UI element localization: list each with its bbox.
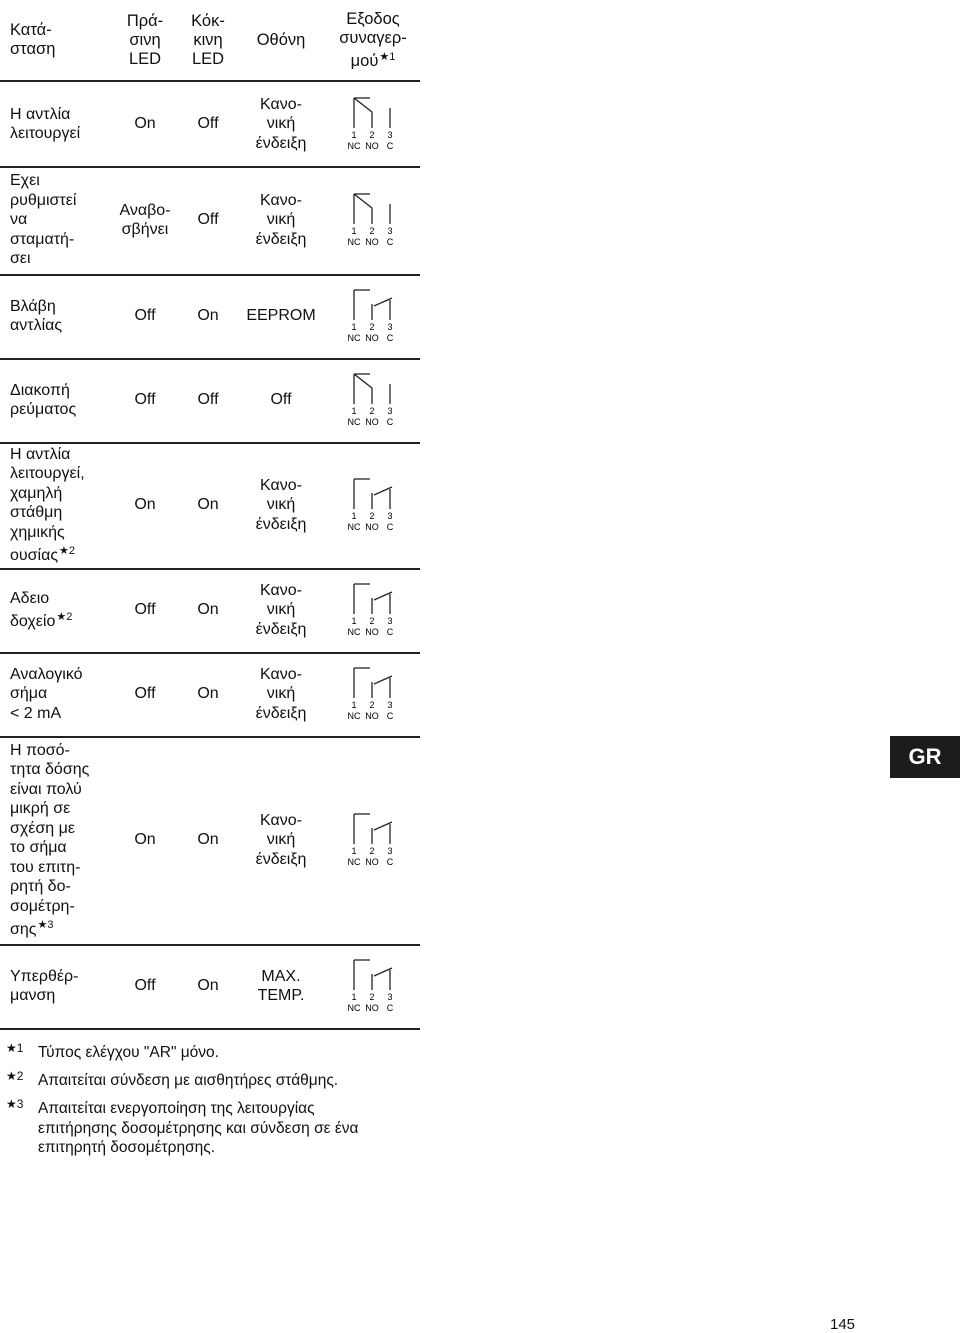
relay-num: 2 <box>369 992 375 1002</box>
relay-contact-icon <box>347 664 396 724</box>
red-led-cell: On <box>197 307 219 325</box>
relay-contact-icon <box>347 94 396 154</box>
red-led-cell: On <box>197 601 219 619</box>
header-alarm-output: Εξοδος συναγερ- μού$^{★1}$ <box>339 9 407 70</box>
relay-num: 3 <box>387 226 393 236</box>
green-led-cell: On <box>134 496 156 514</box>
relay-num: 3 <box>387 130 393 140</box>
relay-contact-icon <box>347 370 396 430</box>
table-row <box>0 166 420 276</box>
display-cell: Κανο- νική ένδειξη <box>255 811 307 868</box>
state-cell: Υπερθέρ- μανση <box>10 967 79 1004</box>
display-cell: Κανο- νική ένδειξη <box>255 581 307 638</box>
relay-term: NC <box>347 857 361 867</box>
footnote-ref: ★2 <box>59 545 76 557</box>
green-led-cell: Off <box>134 601 156 619</box>
relay-num: 2 <box>369 406 375 416</box>
table-row <box>0 568 420 654</box>
alarm-output-cell <box>326 82 420 166</box>
display-cell: MAX. TEMP. <box>257 967 305 1004</box>
table-row <box>0 736 420 946</box>
green-led-cell: Αναβο- σβήνει <box>119 201 171 238</box>
table-row <box>0 274 420 360</box>
alarm-output-cell <box>326 736 420 944</box>
alarm-output-cell <box>326 652 420 736</box>
relay-contact-icon <box>347 580 396 640</box>
red-led-cell: Off <box>197 211 219 229</box>
relay-num: 3 <box>387 992 393 1002</box>
display-cell: Off <box>270 391 292 409</box>
header-green-led: Πρά- σινη LED <box>126 11 164 68</box>
relay-term: NO <box>365 333 379 343</box>
state-cell: Εχει ρυθμιστεί να σταματή- σει <box>10 172 77 268</box>
relay-term: C <box>386 1003 394 1013</box>
relay-num: 1 <box>351 226 357 236</box>
green-led-cell: On <box>134 831 156 849</box>
state-cell: Η αντλία λειτουργεί, χαμηλή στάθμη χημικής ουσίας$^{★2}$ <box>10 445 85 564</box>
footnote-text: Τύπος ελέγχου "AR" μόνο. <box>38 1044 219 1061</box>
relay-term: C <box>386 333 394 343</box>
relay-num: 1 <box>351 406 357 416</box>
state-cell: Διακοπή ρεύματος <box>10 381 77 418</box>
display-cell: Κανο- νική ένδειξη <box>255 95 307 152</box>
relay-num: 2 <box>369 700 375 710</box>
table-row <box>0 82 420 168</box>
alarm-output-cell <box>326 568 420 652</box>
state-cell: Βλάβη αντλίας <box>10 297 63 334</box>
relay-term: C <box>386 141 394 151</box>
relay-num: 1 <box>351 511 357 521</box>
relay-term: NC <box>347 711 361 721</box>
red-led-cell: On <box>197 977 219 995</box>
relay-contact-icon <box>347 956 396 1016</box>
relay-num: 3 <box>387 511 393 521</box>
relay-contact-icon <box>347 190 396 250</box>
state-cell: Η αντλία λειτουργεί <box>10 105 81 142</box>
green-led-cell: Off <box>134 391 156 409</box>
relay-term: NC <box>347 333 361 343</box>
alarm-output-cell <box>326 274 420 358</box>
relay-contact-icon <box>347 810 396 870</box>
relay-num: 3 <box>387 322 393 332</box>
footnote-ref: ★1 <box>379 50 396 63</box>
relay-term: NO <box>365 857 379 867</box>
footnote-ref: ★3 <box>37 919 54 931</box>
red-led-cell: On <box>197 496 219 514</box>
footnote-text: Απαιτείται ενεργοποίηση της λειτουργίας επιτήρησης δοσομέτρησης και σύνδεση σε ένα επιτηρητή δοσομέτρησης. <box>38 1100 359 1156</box>
table-row <box>0 442 420 570</box>
page-number: 145 <box>830 1316 856 1333</box>
footnote-mark: ★2 <box>6 1069 24 1083</box>
state-cell: Αδειο δοχείο$^{★2}$ <box>10 589 73 630</box>
display-cell: Κανο- νική ένδειξη <box>255 665 307 722</box>
relay-term: NC <box>347 417 361 427</box>
relay-num: 3 <box>387 616 393 626</box>
relay-num: 3 <box>387 406 393 416</box>
relay-term: NC <box>347 627 361 637</box>
relay-term: NC <box>347 522 361 532</box>
relay-term: NC <box>347 1003 361 1013</box>
red-led-cell: On <box>197 831 219 849</box>
green-led-cell: Off <box>134 977 156 995</box>
footnote-text: Απαιτείται σύνδεση με αισθητήρες στάθμης. <box>38 1072 339 1089</box>
relay-term: C <box>386 417 394 427</box>
green-led-cell: Off <box>134 685 156 703</box>
relay-num: 3 <box>387 846 393 856</box>
relay-num: 1 <box>351 700 357 710</box>
relay-num: 1 <box>351 992 357 1002</box>
green-led-cell: Off <box>134 307 156 325</box>
alarm-output-cell <box>326 944 420 1028</box>
relay-term: NO <box>365 237 379 247</box>
relay-term: NO <box>365 141 379 151</box>
footnote-mark: ★3 <box>6 1097 24 1111</box>
relay-term: NC <box>347 237 361 247</box>
relay-term: NO <box>365 627 379 637</box>
relay-num: 2 <box>369 322 375 332</box>
alarm-output-cell <box>326 358 420 442</box>
relay-contact-icon <box>347 475 396 535</box>
relay-term: C <box>386 857 394 867</box>
relay-term: NO <box>365 711 379 721</box>
relay-term: NC <box>347 141 361 151</box>
header-red-led: Κόκ- κινη LED <box>191 11 225 68</box>
relay-num: 1 <box>351 322 357 332</box>
relay-num: 2 <box>369 616 375 626</box>
relay-num: 1 <box>351 846 357 856</box>
red-led-cell: Off <box>197 391 219 409</box>
relay-term: NO <box>365 1003 379 1013</box>
relay-term: NO <box>365 522 379 532</box>
table-row <box>0 358 420 444</box>
display-cell: Κανο- νική ένδειξη <box>255 476 307 533</box>
relay-contact-icon <box>347 286 396 346</box>
gr-language-tab: GR <box>890 736 960 778</box>
footnote-ref: ★2 <box>56 611 73 623</box>
relay-num: 2 <box>369 226 375 236</box>
red-led-cell: Off <box>197 115 219 133</box>
display-cell: Κανο- νική ένδειξη <box>255 191 307 248</box>
state-cell: Η ποσό- τητα δόσης είναι πολύ μικρή σε σχέση με το σήμα του επιτη- ρητή δο- σομέτρη- σης$^{★3}$ <box>10 741 90 938</box>
relay-num: 3 <box>387 700 393 710</box>
state-cell: Αναλογικό σήμα < 2 mA <box>10 665 83 722</box>
alarm-output-cell <box>326 442 420 568</box>
red-led-cell: On <box>197 685 219 703</box>
relay-term: C <box>386 711 394 721</box>
relay-term: NO <box>365 417 379 427</box>
relay-num: 1 <box>351 130 357 140</box>
relay-num: 2 <box>369 846 375 856</box>
green-led-cell: On <box>134 115 156 133</box>
relay-term: C <box>386 237 394 247</box>
display-cell: EEPROM <box>246 307 316 325</box>
relay-num: 2 <box>369 130 375 140</box>
relay-term: C <box>386 627 394 637</box>
relay-term: C <box>386 522 394 532</box>
table-row <box>0 652 420 738</box>
footnote-mark: ★1 <box>6 1041 24 1055</box>
table-header-row <box>0 0 420 82</box>
relay-num: 1 <box>351 616 357 626</box>
header-display: Οθόνη <box>256 30 306 49</box>
relay-num: 2 <box>369 511 375 521</box>
alarm-output-cell <box>326 166 420 274</box>
table-row <box>0 944 420 1030</box>
header-state: Κατά- σταση <box>10 21 56 58</box>
